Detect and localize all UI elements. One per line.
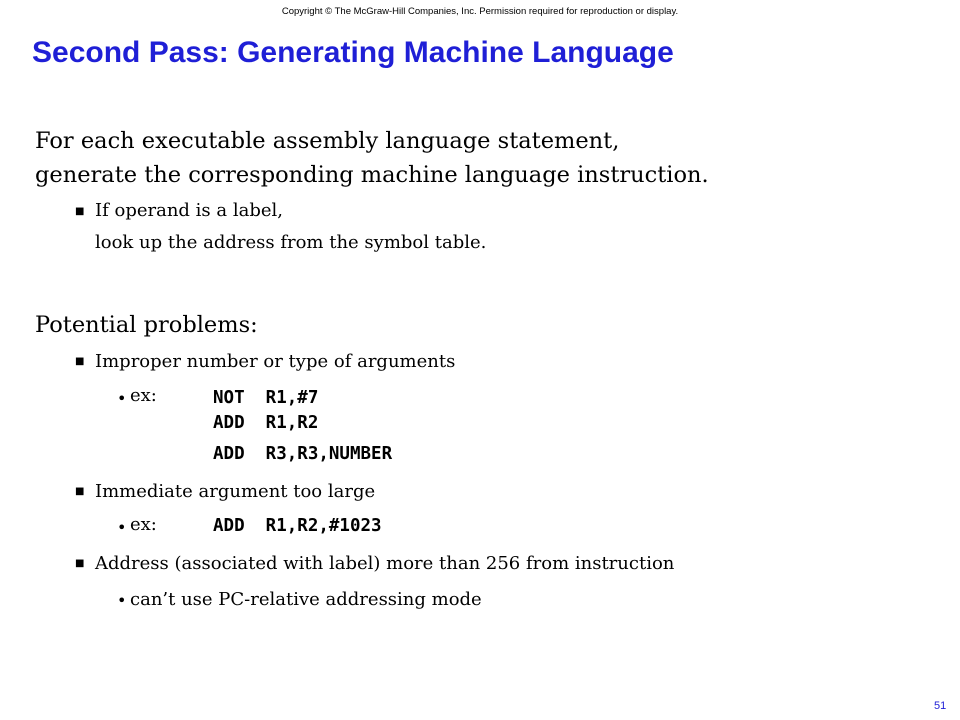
operand-label-line-1: If operand is a label, bbox=[95, 200, 283, 221]
problem-arguments: Improper number or type of arguments bbox=[95, 351, 456, 372]
intro-line-2: generate the corresponding machine language instruction. bbox=[35, 162, 709, 188]
code-line: ADD R1,R2 bbox=[213, 413, 319, 433]
operand-label-line-2: look up the address from the symbol table. bbox=[95, 232, 487, 253]
copyright-notice: Copyright © The McGraw-Hill Companies, Inc. Permission required for reproduction or display. bbox=[281, 6, 679, 17]
code-line: ADD R3,R3,NUMBER bbox=[213, 444, 393, 464]
dot-bullet-icon: • bbox=[117, 591, 127, 610]
square-bullet-icon: ■ bbox=[75, 558, 85, 569]
square-bullet-icon: ■ bbox=[75, 486, 85, 497]
square-bullet-icon: ■ bbox=[75, 356, 85, 367]
example-label: ex: bbox=[130, 514, 157, 535]
dot-bullet-icon: • bbox=[117, 518, 127, 537]
problems-heading: Potential problems: bbox=[35, 312, 258, 338]
square-bullet-icon: ■ bbox=[75, 206, 85, 217]
code-line: ADD R1,R2,#1023 bbox=[213, 516, 382, 536]
page-number: 51 bbox=[934, 700, 947, 712]
intro-line-1: For each executable assembly language statement, bbox=[35, 128, 620, 154]
example-label: ex: bbox=[130, 385, 157, 406]
problem-address-range: Address (associated with label) more than 256 from instruction bbox=[95, 553, 675, 574]
slide-title: Second Pass: Generating Machine Language bbox=[32, 36, 674, 69]
dot-bullet-icon: • bbox=[117, 389, 127, 408]
problem-immediate: Immediate argument too large bbox=[95, 481, 376, 502]
code-line: NOT R1,#7 bbox=[213, 388, 319, 408]
pc-relative-note: can’t use PC-relative addressing mode bbox=[130, 589, 482, 610]
